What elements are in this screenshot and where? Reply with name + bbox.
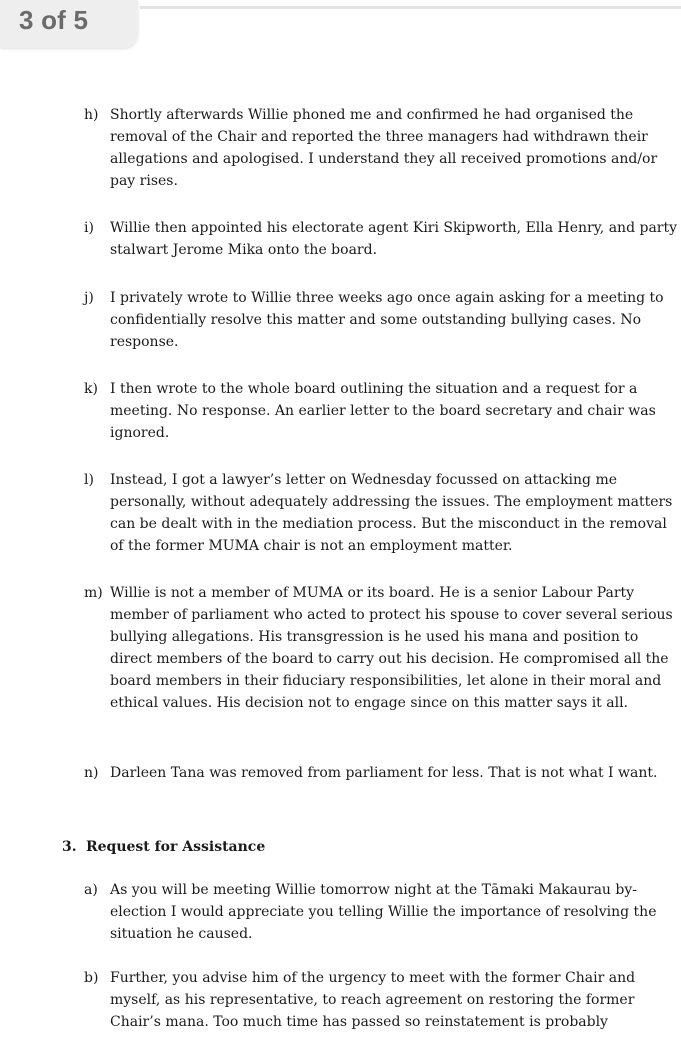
- top-divider: [140, 6, 681, 9]
- list-item-label: j): [84, 290, 94, 306]
- list-item-text: Further, you advise him of the urgency to meet with the former Chair and myself, as his representative, to reach agreement on restoring the former Chair’s mana. Too much time has passed so reinstatement is probably: [110, 970, 636, 1030]
- list-item-text: Shortly afterwards Willie phoned me and confirmed he had organised the removal of the Chair and reported the three managers had withdrawn their allegations and apologised. I understand they all received promotions and/or pay rises.: [110, 107, 658, 189]
- list-item-text: I then wrote to the whole board outlining the situation and a request for a meeting. No response. An earlier letter to the board secretary and chair was ignored.: [110, 381, 656, 441]
- section-number: 3.: [62, 839, 77, 855]
- list-item-label: a): [84, 882, 98, 898]
- list-item-label: h): [84, 107, 99, 123]
- list-item-text: Instead, I got a lawyer’s letter on Wednesday focussed on attacking me personally, without adequately addressing the issues. The employment matters can be dealt with in the mediation process. But the misconduct in the removal of the former MUMA chair is not an employment matter.: [110, 472, 673, 554]
- list-item-label: l): [84, 472, 94, 488]
- list-item-text: I privately wrote to Willie three weeks ago once again asking for a meeting to confidentially resolve this matter and some outstanding bullying cases. No response.: [110, 290, 664, 350]
- page-indicator-badge: [0, 0, 138, 48]
- list-item-label: n): [84, 765, 99, 781]
- page-indicator: 3 of 5: [19, 5, 89, 35]
- list-item-text: Willie is not a member of MUMA or its board. He is a senior Labour Party member of parliament who acted to protect his spouse to cover several serious bullying allegations. His transgression is he used his mana and position to direct members of the board to carry out his decision. He compromised all the board members in their fiduciary responsibilities, let alone in their moral and ethical values. His decision not to engage since on this matter says it all.: [110, 585, 673, 711]
- list-item-text: Willie then appointed his electorate agent Kiri Skipworth, Ella Henry, and party stalwart Jerome Mika onto the board.: [110, 220, 678, 258]
- list-item-label: b): [84, 970, 99, 986]
- list-item-text: As you will be meeting Willie tomorrow night at the Tāmaki Makaurau by-election I would appreciate you telling Willie the importance of resolving the situation he caused.: [110, 882, 657, 942]
- list-item-label: m): [84, 585, 103, 601]
- list-item-label: k): [84, 381, 98, 397]
- list-item-text: Darleen Tana was removed from parliament for less. That is not what I want.: [110, 765, 658, 781]
- list-item-label: i): [84, 220, 94, 236]
- section-heading: [62, 836, 265, 858]
- section-title: Request for Assistance: [86, 839, 266, 855]
